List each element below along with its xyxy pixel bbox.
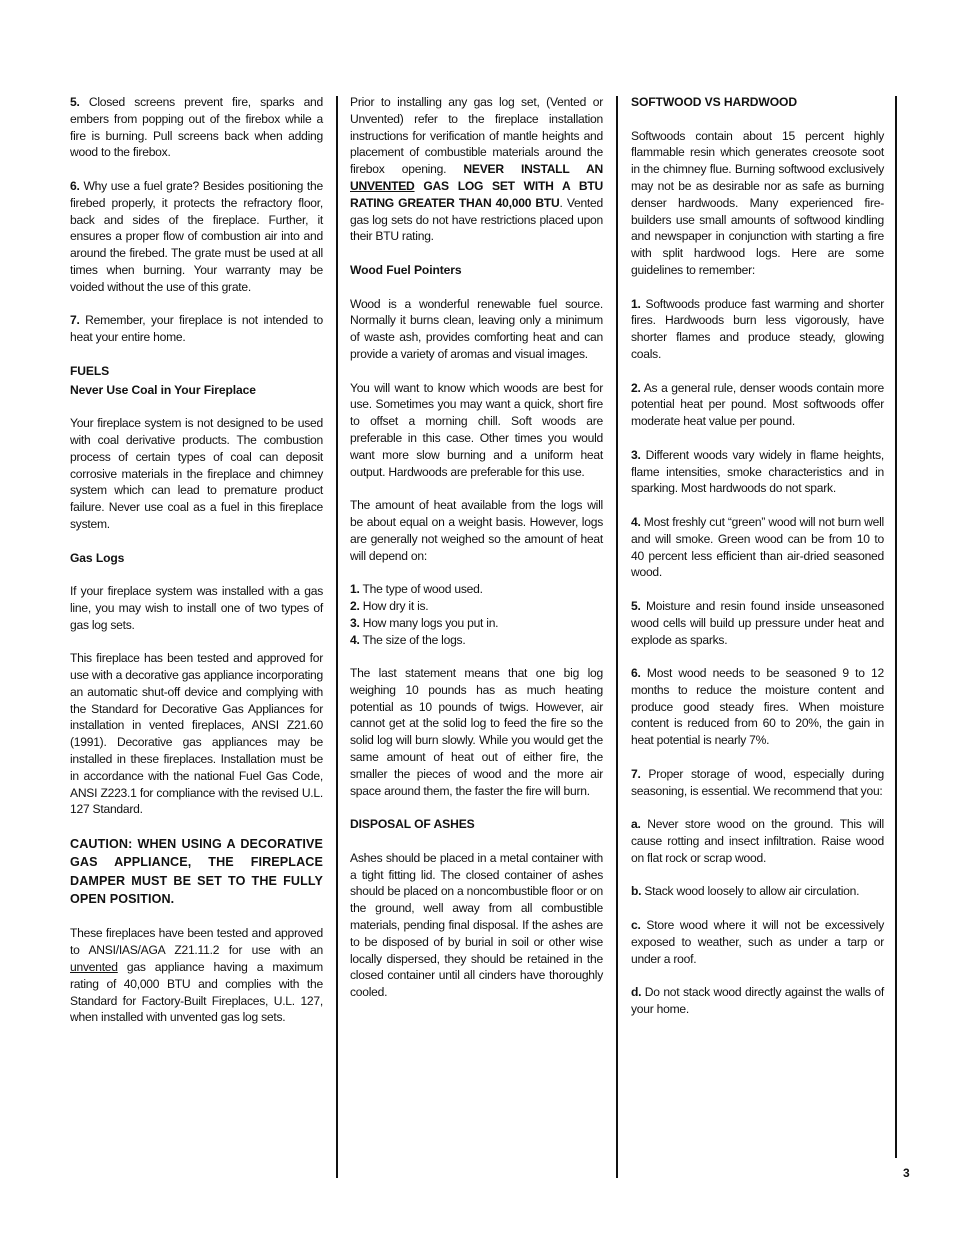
list-item: 2. How dry it is. — [350, 598, 429, 613]
storage-item: c. Store wood where it will not be excessively exposed to weather, such as under a tarp or under a roof. — [631, 918, 884, 966]
fuels-paragraph: Your fireplace system is not designed to be used with coal derivative products. The combustion process of certain types of coal can deposit corrosive materials in the fireplace and chimney system which can lead to premature product failure. Never use coal as a fuel in this fireplace system. — [70, 416, 323, 531]
wood-paragraph-4: The last statement means that one big log weighing 10 pounds has as much heating potential as 10 pounds of twigs. However, air cannot get at the solid log to feed the fire so the solid log will burn slowly. While you would get the same amount of heat out of either fire, the smaller the pieces of wood and the more air space around them, the faster the fire will burn. — [350, 666, 603, 798]
instruction-6: 6. Why use a fuel grate? Besides positioning the firebed properly, it protects the refractory floor, back and sides of the fireplace. Further, it ensures a proper flow of combustion air into and around the firebed. The grate must be used at all times when burning. Your warranty may be voided without the use of this grate. — [70, 178, 323, 294]
column-3 — [631, 94, 884, 1035]
guideline-item: 7. Proper storage of wood, especially during seasoning, is essential. We recommend that you: — [631, 766, 884, 798]
wood-paragraph-1: Wood is a wonderful renewable fuel source. Normally it burns clean, leaving only a minimum of waste ash, provides comforting heat and can provide a variety of aromas and visual images. — [350, 296, 603, 361]
wood-paragraph-3: The amount of heat available from the logs will be about equal on a weight basis. However, logs are generally not weighed so the amount of heat will depend on: — [350, 498, 603, 563]
guideline-item: 1. Softwoods produce fast warming and shorter fires. Hardwoods burn less vigorously, have shorter flames and produce steady, glowing coals. — [631, 296, 884, 361]
instruction-7: 7. Remember, your fireplace is not intended to heat your entire home. — [70, 313, 323, 345]
guideline-item: 3. Different woods vary widely in flame heights, flame intensities, smoke characteristics and in sparking. Most hardwoods do not spark. — [631, 447, 884, 496]
page-number: 3 — [903, 1166, 910, 1180]
wood-fuel-pointers-heading: Wood Fuel Pointers — [350, 262, 462, 277]
list-item: 1. The type of wood used. — [350, 582, 483, 597]
storage-item: d. Do not stack wood directly against the walls of your home. — [631, 985, 884, 1017]
ashes-paragraph: Ashes should be placed in a metal container with a tight fitting lid. The closed container of ashes should be placed on a noncombustible floor or on the ground, well away from all combustible materials, pending final disposal. If the ashes are to be disposed of by burial in soil or other wise locally dispersed, they should be retained in the closed container until all cinders have thoroughly cooled. — [350, 850, 603, 1000]
column-2 — [350, 94, 603, 1018]
caution-notice: CAUTION: WHEN USING A DECORATIVE GAS APPLIANCE, THE FIREPLACE DAMPER MUST BE SET TO THE FULLY OPEN POSITION. — [70, 837, 323, 907]
storage-item: a. Never store wood on the ground. This will cause rotting and insect infiltration. Raise wood on flat rock or scrap wood. — [631, 817, 884, 865]
tested-paragraph: These fireplaces have been tested and approved to ANSI/IAS/AGA Z21.11.2 for use with an unvented gas appliance having a maximum rating of 40,000 BTU and complies with the Standard for Factory-Built Fireplaces, U.L. 127, when installed with unvented gas log sets. — [70, 926, 323, 1025]
gas-logs-paragraph-1: If your fireplace system was installed with a gas line, you may wish to install one of two types of gas log sets. — [70, 584, 323, 632]
gas-logs-heading: Gas Logs — [70, 550, 125, 565]
guideline-item: 4. Most freshly cut “green” wood will not burn well and will smoke. Green wood can be from 10 to 40 percent less efficient than air-dried seasoned wood. — [631, 514, 884, 580]
guideline-item: 6. Most wood needs to be seasoned 9 to 12 months to reduce the moisture content and produce good steady fires. When moisture content is reduced from 60 to 20%, the gain in heat potential is nearly 7%. — [631, 666, 884, 748]
softwood-intro: Softwoods contain about 15 percent highly flammable resin which generates creosote soot in the chimney flue. Burning softwood exclusively may not be as desirable nor as safe as burning denser hardwoods. Many experienced fire-builders use small amounts of softwood kindling and newspaper in conjunction with starting a fire with split hardwood logs. Here are some guidelines to remember: — [631, 128, 884, 277]
list-item: 3. How many logs you put in. — [350, 615, 499, 630]
guideline-item: 2. As a general rule, denser woods contain more potential heat per pound. Most softwoods offer moderate heat value per pound. — [631, 380, 884, 429]
fuels-heading: FUELS — [70, 363, 110, 378]
column-1 — [70, 94, 323, 1043]
fuels-heading-block — [70, 363, 323, 399]
instruction-5: 5. Closed screens prevent fire, sparks and embers from popping out of the firebox while a fire is burning. Pull screens back when adding wood to the firebox. — [70, 95, 323, 160]
wood-paragraph-2: You will want to know which woods are best for use. Sometimes you may want a quick, short fire to offset a morning chill. Soft woods are preferable in this case. Other times you would want more slow burning and a uniform heat output. Hardwoods are preferable for this use. — [350, 380, 603, 479]
column-divider-3 — [895, 96, 897, 1158]
list-item: 4. The size of the logs. — [350, 632, 466, 647]
guideline-item: 5. Moisture and resin found inside unseasoned wood cells will build up pressure under heat and explode as sparks. — [631, 598, 884, 647]
heat-factors-list — [350, 581, 603, 648]
column-divider-1 — [336, 96, 338, 1178]
column-divider-2 — [616, 96, 618, 1178]
disposal-of-ashes-heading: DISPOSAL OF ASHES — [350, 817, 475, 832]
softwood-vs-hardwood-heading: SOFTWOOD VS HARDWOOD — [631, 95, 797, 109]
gas-logs-paragraph-2: This fireplace has been tested and approved for use with a decorative gas appliance incorporating an automatic shut-off device and complying with the Standard for Decorative Gas Appliances for installation in vented fireplaces, ANSI Z21.60 (1991). Decorative gas appliances may be installed in these fireplaces. Installation must be in accordance with the national Fuel Gas Code, ANSI Z223.1 for compliance with the revised U.L. 127 Standard. — [70, 651, 323, 817]
storage-item: b. Stack wood loosely to allow air circulation. — [631, 884, 860, 899]
prior-installation-paragraph: Prior to installing any gas log set, (Vented or Unvented) refer to the fireplace installation instructions for verification of mantle heights and placement of combustible materials around the firebox opening. NEVER INSTALL AN UNVENTED GAS LOG SET WITH A BTU RATING GREATER THAN 40,000 BTU. Vented gas log sets do not have restrictions placed upon their BTU rating. — [350, 95, 603, 244]
fuels-subheading: Never Use Coal in Your Fireplace — [70, 382, 256, 397]
